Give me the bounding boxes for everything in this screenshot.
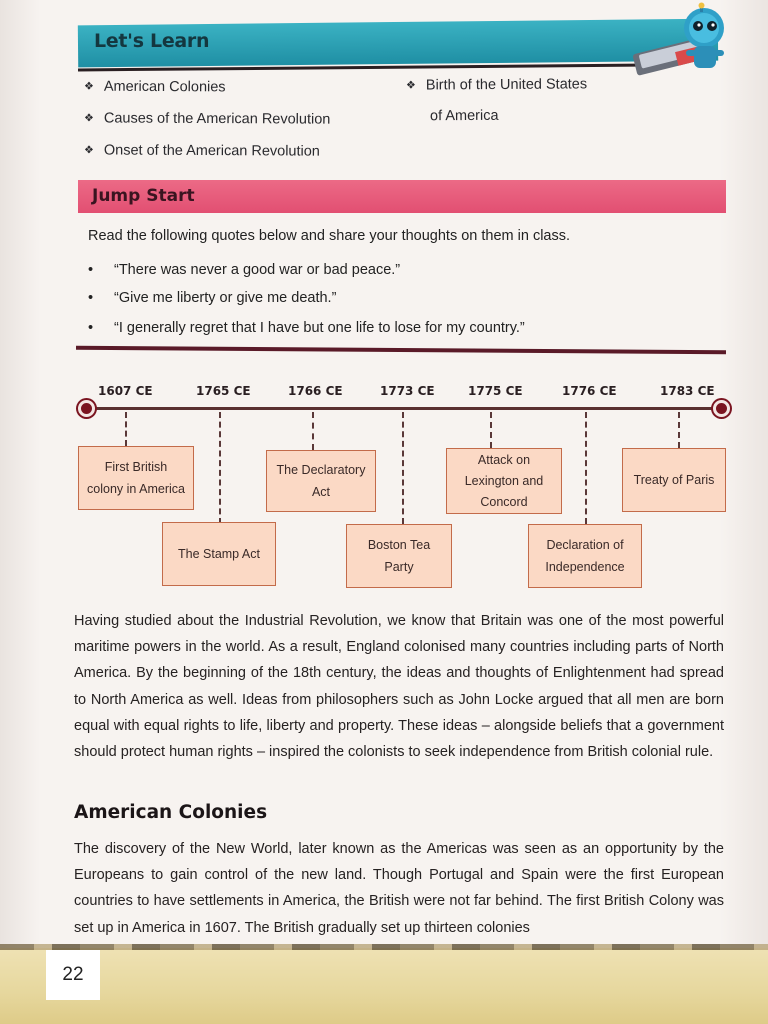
timeline-year: 1776 CE [562,384,617,398]
timeline-year: 1765 CE [196,384,251,398]
lets-learn-item: ❖ Birth of the United States [405,76,588,94]
timeline-year: 1773 CE [380,384,435,398]
bullet-icon: • [88,262,94,278]
quote-item: • “There was never a good war or bad peace.” [88,262,401,278]
quote-item: • “I generally regret that I have but one life to lose for my country.” [88,320,525,336]
timeline [70,370,740,600]
timeline-end-dot [713,400,730,417]
timeline-axis [84,407,720,410]
jump-start-intro: Read the following quotes below and share your thoughts on them in class. [88,228,571,244]
section-heading: American Colonies [74,802,268,823]
timeline-event-box: Treaty of Paris [622,448,726,512]
timeline-event-box: The Stamp Act [162,522,276,586]
timeline-connector [490,412,492,448]
robot-mascot-illustration [628,2,740,78]
timeline-event-box: Attack on Lexington and Concord [446,448,562,514]
timeline-event-box: Declaration of Independence [528,524,642,588]
lets-learn-item: ❖ American Colonies [83,78,226,96]
timeline-year: 1775 CE [468,384,523,398]
jump-start-title: Jump Start [92,186,195,206]
page-number: 22 [46,950,100,1000]
american-colonies-paragraph: The discovery of the New World, later known as the Americas was seen as an opportunity by the Europeans to gain control of the new land. Though Portugal and Spain were the first European countries to have settlements in America, the British were not far behind. The first British Colony was set up in America in 1607. The British gradually set up thirteen colonies [74,841,724,936]
intro-paragraph: Having studied about the Industrial Revolution, we know that Britain was one of the most powerful maritime powers in the world. As a result, England colonised many countries including parts of North America. By the beginning of the 18th century, the ideas and thoughts of Enlightenment had spread to North America as well. Ideas from philosophers such as John Locke argued that all men are born equal with equal rights to life, liberty and property. These ideas – alongside beliefs that a government should protect human rights – inspired the colonists to seek independence from British colonial rule. [74,613,724,761]
lets-learn-item: ❖ Causes of the American Revolution [83,110,331,128]
lets-learn-title: Let's Learn [94,30,210,52]
footer-edge [0,944,768,950]
timeline-connector [585,412,587,524]
timeline-connector [219,412,221,524]
bullet-icon: • [88,320,94,336]
diamond-bullet-icon: ❖ [83,144,94,157]
lets-learn-item: ❖ Onset of the American Revolution [83,142,320,160]
diamond-bullet-icon: ❖ [83,112,94,125]
timeline-year: 1766 CE [288,384,343,398]
lets-learn-item-continued: of America [429,107,499,125]
timeline-event-box: Boston Tea Party [346,524,452,588]
diamond-bullet-icon: ❖ [83,80,94,93]
timeline-connector [402,412,404,524]
timeline-year: 1607 CE [98,384,153,398]
footer-decoration [0,948,768,1024]
timeline-event-box: The Declaratory Act [266,450,376,512]
timeline-start-dot [78,400,95,417]
timeline-year: 1783 CE [660,384,715,398]
timeline-connector [312,412,314,450]
bullet-icon: • [88,290,94,306]
timeline-event-box: First British colony in America [78,446,194,510]
quote-item: • “Give me liberty or give me death.” [88,290,337,306]
timeline-connector [678,412,680,448]
timeline-connector [125,412,127,446]
diamond-bullet-icon: ❖ [405,79,416,92]
